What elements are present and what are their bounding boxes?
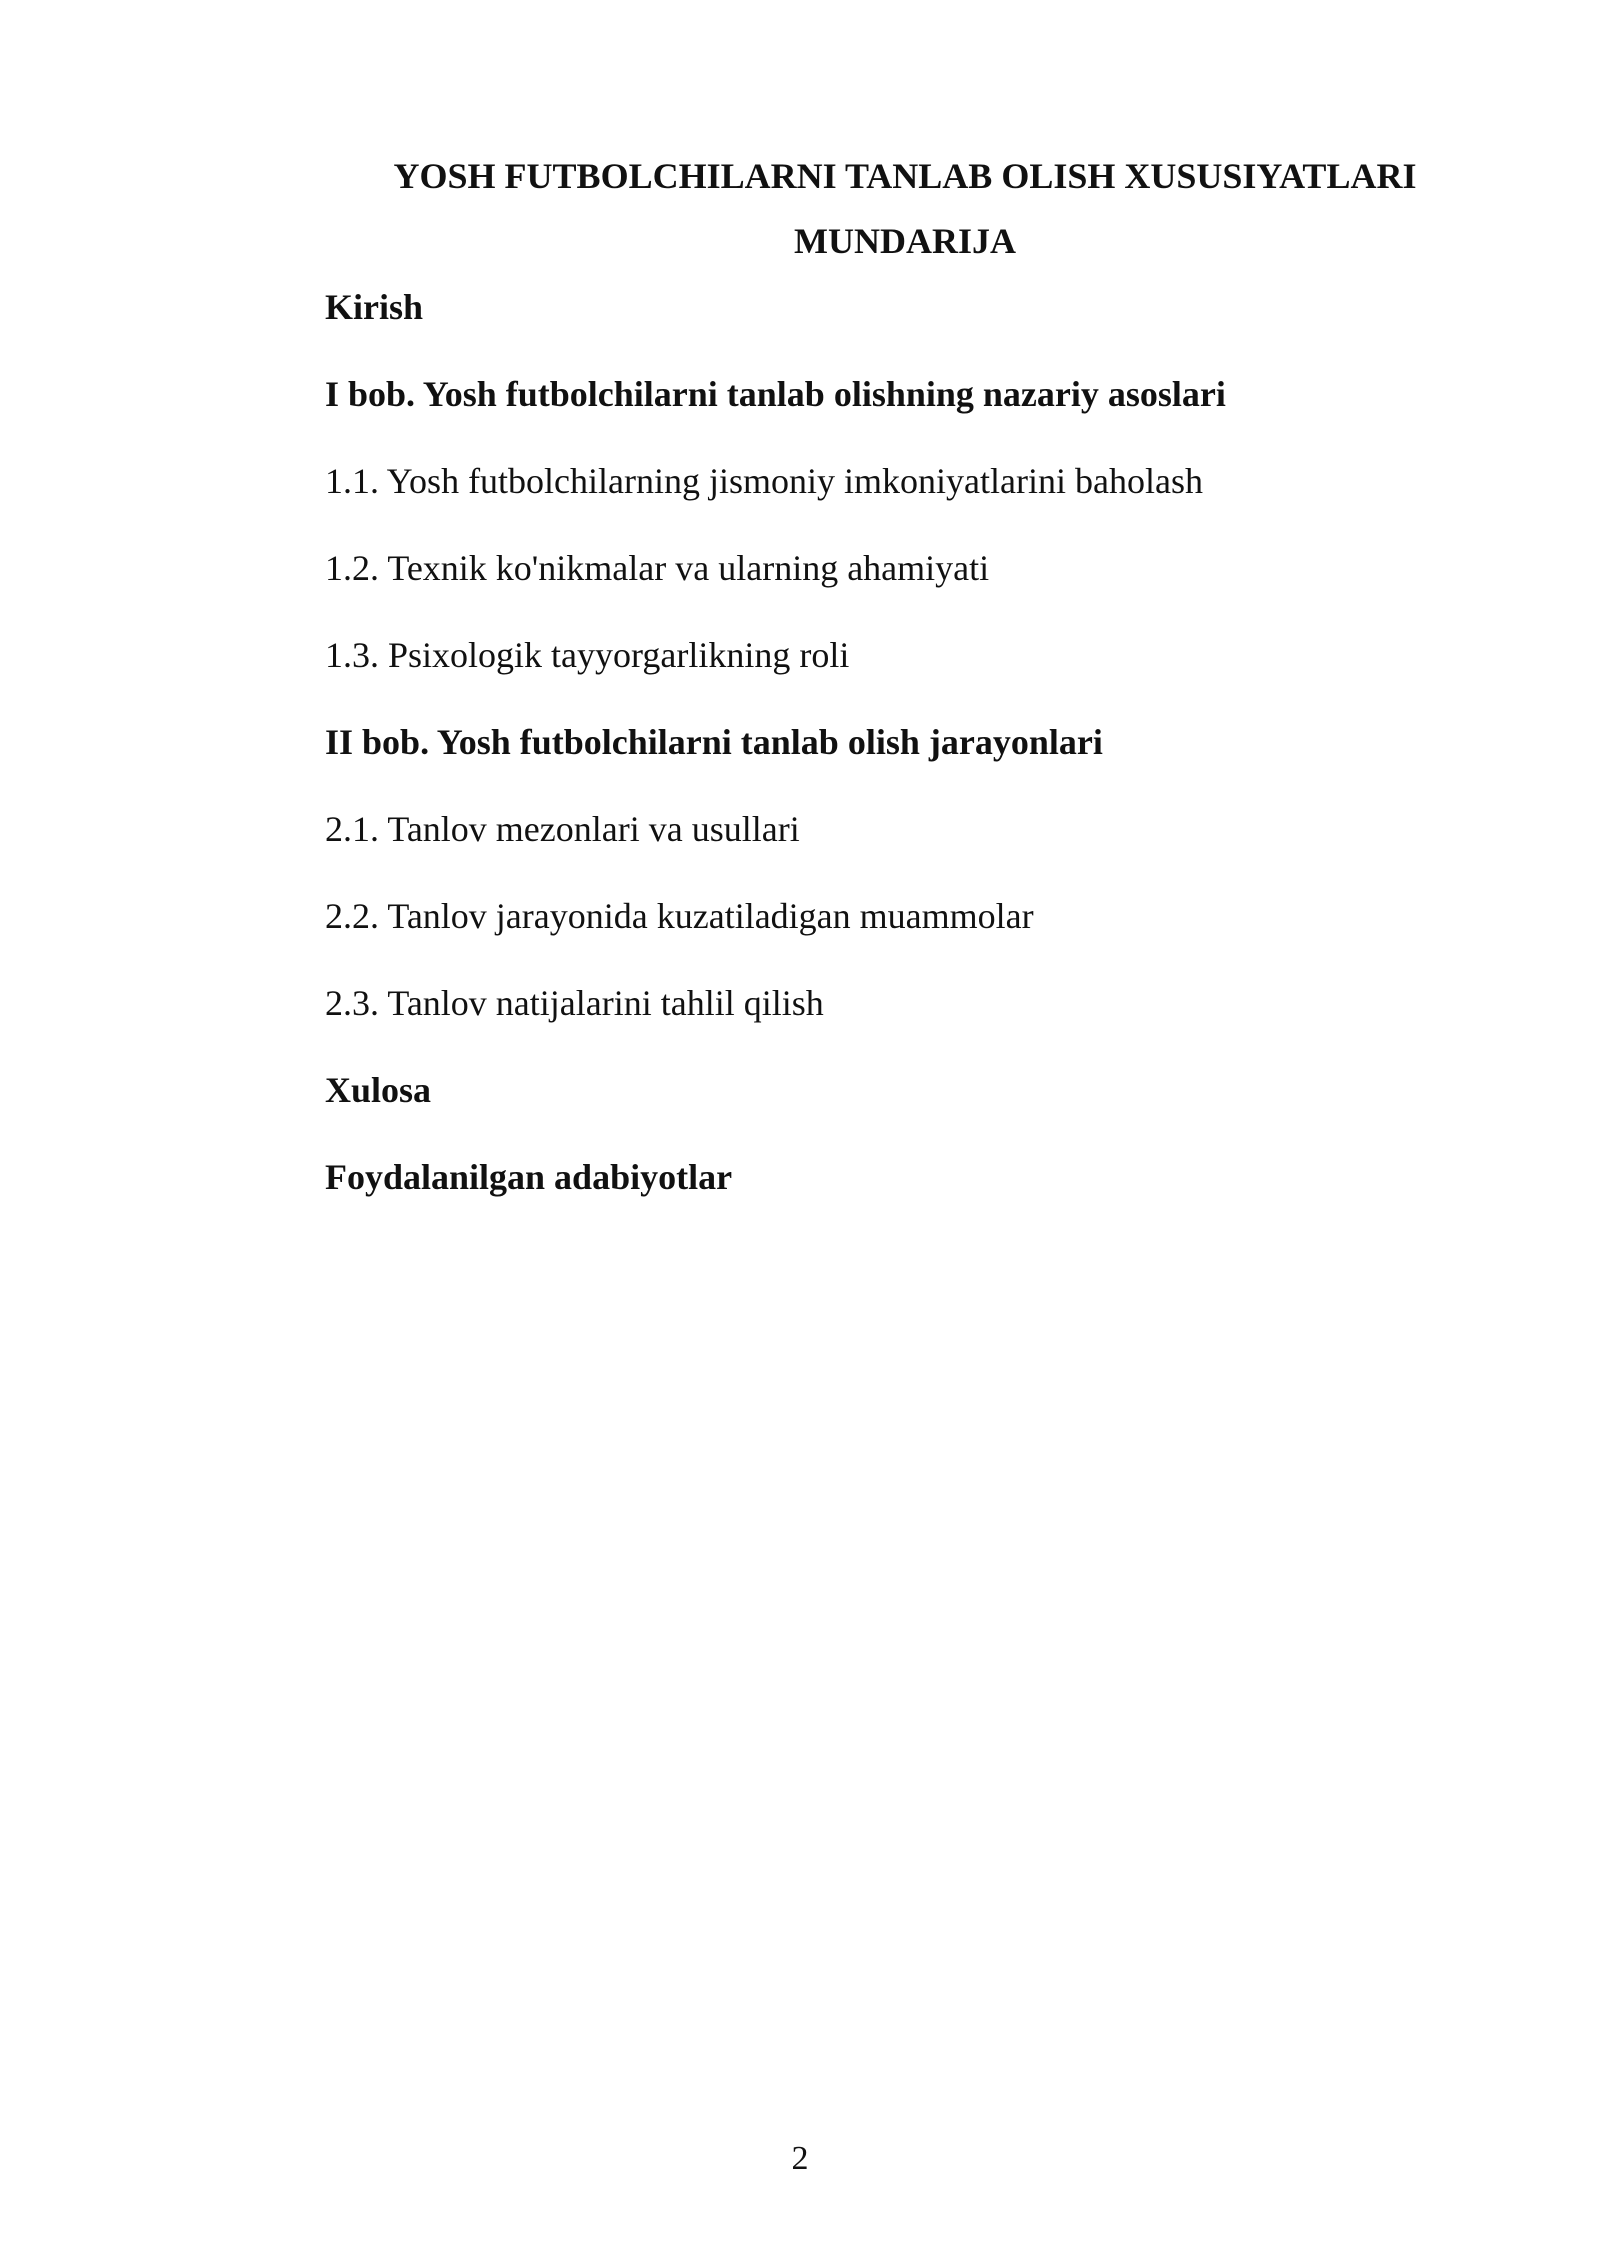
toc-item-xulosa: Xulosa xyxy=(325,1070,432,1110)
toc-item-section-2-3: 2.3. Tanlov natijalarini tahlil qilish xyxy=(325,983,824,1023)
page-number: 2 xyxy=(791,2140,809,2177)
document-title: YOSH FUTBOLCHILARNI TANLAB OLISH XUSUSIYATLARI xyxy=(393,156,1417,196)
toc-item-adabiyotlar: Foydalanilgan adabiyotlar xyxy=(325,1157,733,1197)
toc-item-section-2-1: 2.1. Tanlov mezonlari va usullari xyxy=(325,809,800,849)
contents-heading: MUNDARIJA xyxy=(794,221,1016,261)
toc-item-section-1-2: 1.2. Texnik ko'nikmalar va ularning ahamiyati xyxy=(325,548,990,588)
toc-item-chapter-1: I bob. Yosh futbolchilarni tanlab olishning nazariy asoslari xyxy=(325,374,1226,414)
toc-item-chapter-2: II bob. Yosh futbolchilarni tanlab olish jarayonlari xyxy=(325,722,1103,762)
table-of-contents xyxy=(325,287,1485,1244)
toc-item-section-1-1: 1.1. Yosh futbolchilarning jismoniy imkoniyatlarini baholash xyxy=(325,461,1203,501)
toc-item-kirish: Kirish xyxy=(325,287,424,327)
toc-item-section-2-2: 2.2. Tanlov jarayonida kuzatiladigan muammolar xyxy=(325,896,1034,936)
toc-item-section-1-3: 1.3. Psixologik tayyorgarlikning roli xyxy=(325,635,850,675)
